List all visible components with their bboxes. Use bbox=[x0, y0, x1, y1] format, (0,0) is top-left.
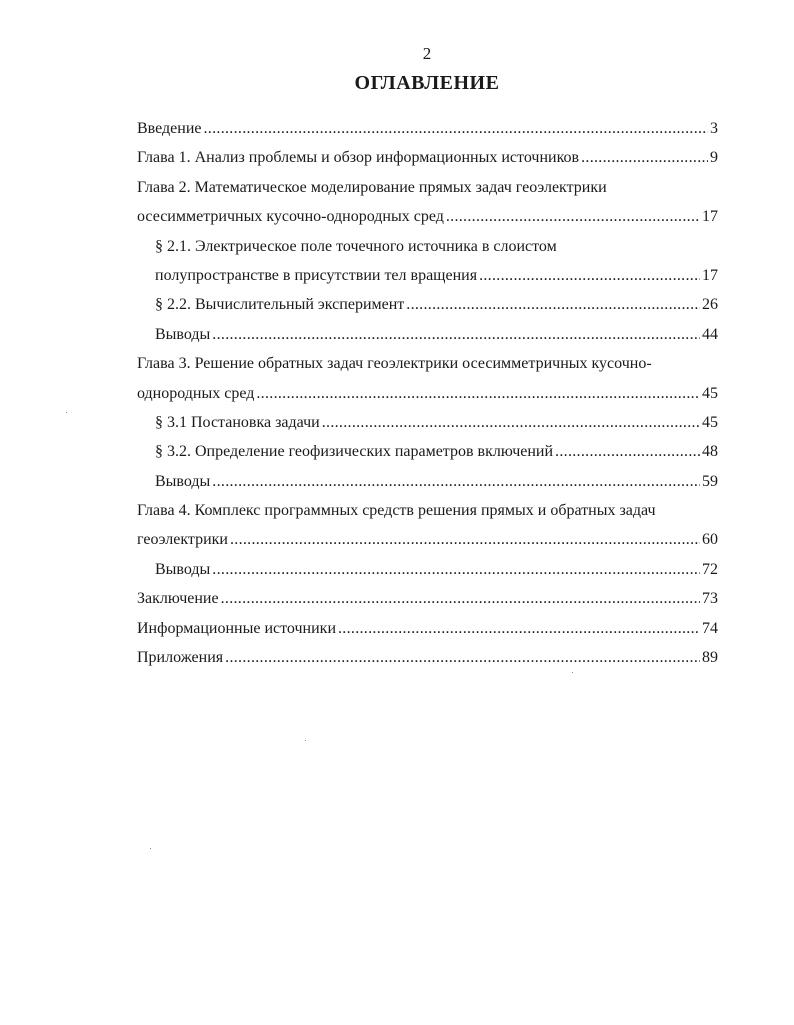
page-title: ОГЛАВЛЕНИЕ bbox=[354, 72, 500, 94]
dot-leader bbox=[338, 614, 700, 643]
toc-entry-label: Заключение bbox=[137, 590, 219, 608]
toc-entry-label: полупространстве в присутствии тел вращения bbox=[155, 266, 478, 284]
toc-entry-page: 3 bbox=[710, 120, 718, 137]
toc-entry[interactable] bbox=[137, 584, 718, 613]
toc-entry-label: Глава 1. Анализ проблемы и обзор информационных источников bbox=[137, 149, 580, 167]
dot-leader bbox=[212, 555, 700, 584]
toc-entry-page: 73 bbox=[702, 590, 718, 608]
scan-speck bbox=[66, 412, 67, 413]
toc-entry-page: 59 bbox=[702, 472, 718, 490]
toc-entry-label: Информационные источники bbox=[137, 619, 336, 637]
toc-entry-label: однородных сред bbox=[137, 384, 255, 402]
toc-entry[interactable] bbox=[137, 143, 718, 172]
toc-entry-line: Глава 3. Решение обратных задач геоэлектрики осесимметричных кусочно- bbox=[137, 355, 652, 373]
toc-entry-page: 9 bbox=[710, 149, 718, 167]
toc-entry[interactable] bbox=[137, 349, 718, 408]
dot-leader bbox=[322, 408, 700, 437]
dot-leader bbox=[581, 143, 708, 172]
toc-entry-label: геоэлектрики bbox=[137, 531, 228, 549]
toc-entry-page: 45 bbox=[702, 384, 718, 402]
toc-entry-label: осесимметричных кусочно-однородных сред bbox=[137, 208, 444, 226]
toc-entry-label: Приложения bbox=[137, 649, 224, 667]
toc-entry[interactable] bbox=[137, 408, 718, 437]
dot-leader bbox=[225, 643, 700, 672]
toc-entry-page: 48 bbox=[702, 443, 718, 461]
toc-entry-page: 74 bbox=[702, 619, 718, 637]
dot-leader bbox=[212, 320, 700, 349]
toc-entry-page: 72 bbox=[702, 560, 718, 578]
toc-entry-label: § 3.2. Определение геофизических параметров включений bbox=[155, 443, 554, 461]
toc-entry-page: 17 bbox=[702, 266, 718, 284]
toc-entry-page: 44 bbox=[702, 325, 718, 343]
toc-entry-page: 60 bbox=[702, 531, 718, 549]
toc-entry[interactable] bbox=[137, 614, 718, 643]
dot-leader bbox=[446, 202, 700, 231]
scan-speck bbox=[572, 672, 573, 673]
toc-entry[interactable] bbox=[137, 437, 718, 466]
toc-entry-label: Выводы bbox=[155, 325, 211, 343]
scan-speck bbox=[305, 740, 306, 741]
dot-leader bbox=[221, 584, 700, 613]
toc-entry-line: § 2.1. Электрическое поле точечного источника в слоистом bbox=[155, 237, 557, 255]
toc-entry-line: Глава 2. Математическое моделирование прямых задач геоэлектрики bbox=[137, 178, 607, 196]
dot-leader bbox=[230, 525, 700, 554]
dot-leader bbox=[204, 114, 709, 143]
toc-entry[interactable] bbox=[137, 114, 718, 143]
toc-entry-label: Выводы bbox=[155, 472, 211, 490]
toc-entry-label: § 2.2. Вычислительный эксперимент bbox=[155, 296, 405, 314]
toc-entry[interactable] bbox=[137, 290, 718, 319]
toc-entry-line: Глава 4. Комплекс программных средств решения прямых и обратных задач bbox=[137, 502, 656, 520]
toc-entry-label: § 3.1 Постановка задачи bbox=[155, 413, 320, 431]
toc-entry[interactable] bbox=[137, 320, 718, 349]
dot-leader bbox=[406, 290, 700, 319]
dot-leader bbox=[555, 437, 700, 466]
toc-entry[interactable] bbox=[137, 496, 718, 555]
toc-entry[interactable] bbox=[137, 232, 718, 291]
dot-leader bbox=[256, 379, 700, 408]
toc-entry-page: 45 bbox=[702, 413, 718, 431]
table-of-contents bbox=[137, 114, 718, 672]
toc-entry-label: Введение bbox=[137, 120, 202, 137]
page-number: 2 bbox=[422, 44, 432, 63]
toc-entry-page: 17 bbox=[702, 208, 718, 226]
toc-entry-page: 26 bbox=[702, 296, 718, 314]
dot-leader bbox=[479, 261, 700, 290]
toc-entry[interactable] bbox=[137, 173, 718, 232]
toc-entry[interactable] bbox=[137, 643, 718, 672]
toc-entry[interactable] bbox=[137, 555, 718, 584]
toc-entry[interactable] bbox=[137, 467, 718, 496]
scan-speck bbox=[150, 848, 151, 849]
dot-leader bbox=[212, 467, 700, 496]
toc-entry-page: 89 bbox=[702, 649, 718, 667]
toc-entry-label: Выводы bbox=[155, 560, 211, 578]
